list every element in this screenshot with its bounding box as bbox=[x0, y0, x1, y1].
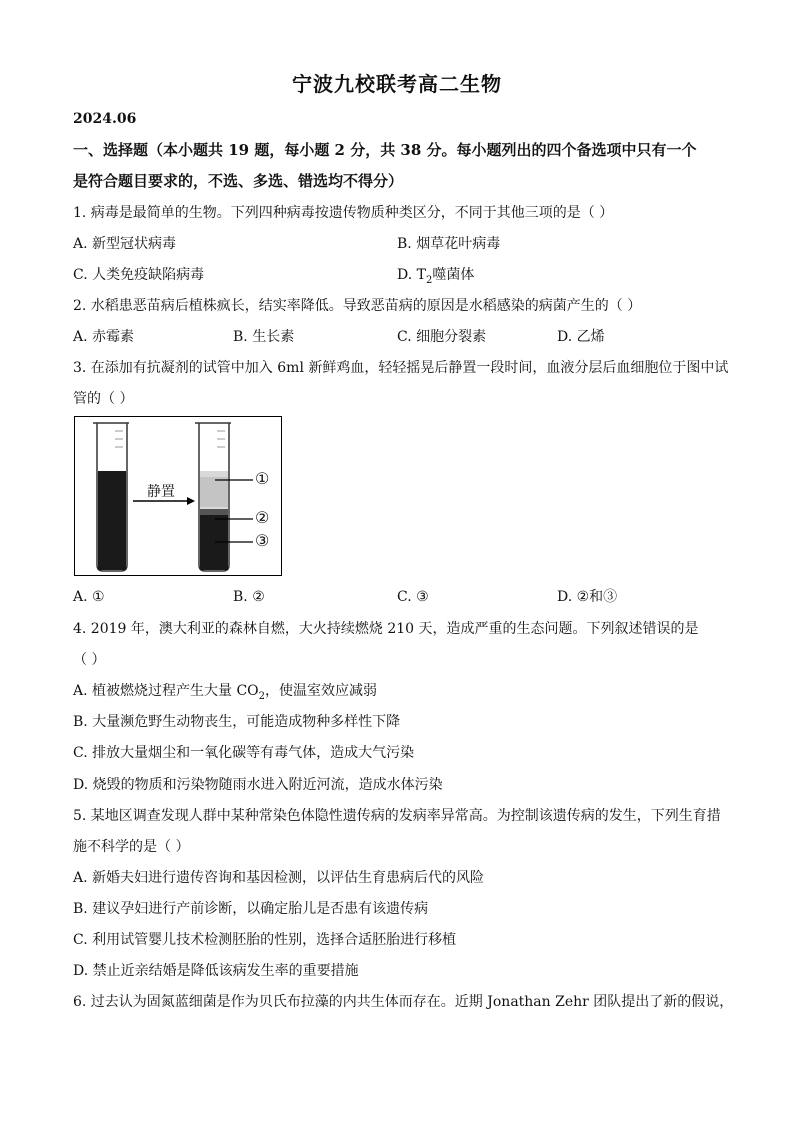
q3-option-a: A. ① bbox=[73, 589, 105, 605]
q5-option-d: D. 禁止近亲结婚是降低该病发生率的重要措施 bbox=[73, 963, 359, 979]
q5-option-c: C. 利用试管婴儿技术检测胚胎的性别，选择合适胚胎进行移植 bbox=[73, 932, 457, 948]
section-heading-line1: 一、选择题（本小题共 19 题，每小题 2 分，共 38 分。每小题列出的四个备选项中只有一个 bbox=[73, 141, 697, 159]
q4-option-c: C. 排放大量烟尘和一氧化碳等有毒气体，造成大气污染 bbox=[73, 745, 415, 761]
q4-option-a bbox=[73, 681, 377, 707]
test-tube-figure bbox=[74, 416, 282, 576]
q4-option-d: D. 烧毁的物质和污染物随雨水进入附近河流，造成水体污染 bbox=[73, 777, 443, 793]
q4-option-b: B. 大量濒危野生动物丧生，可能造成物种多样性下降 bbox=[73, 714, 401, 730]
q4-option-a-sub: 2 bbox=[258, 690, 266, 702]
q4-stem-line1: 4. 2019 年，澳大利亚的森林自燃，大火持续燃烧 210 天，造成严重的生态问题。下列叙述错误的是 bbox=[73, 621, 699, 637]
q1-option-d-sub: 2 bbox=[425, 274, 433, 286]
q3-stem-line1: 3. 在添加有抗凝剂的试管中加入 6ml 新鲜鸡血，轻轻摇晃后静置一段时间，血液分层后血细胞位于图中试 bbox=[73, 360, 729, 376]
q2-option-a: A. 赤霉素 bbox=[73, 329, 135, 345]
q1-option-d-prefix: D. T bbox=[397, 267, 426, 283]
q1-option-d-suffix: 噬菌体 bbox=[432, 267, 475, 283]
test-tube-diagram bbox=[75, 417, 281, 575]
figure-mark-3: ③ bbox=[255, 531, 270, 550]
q1-option-c: C. 人类免疫缺陷病毒 bbox=[73, 267, 205, 283]
q4-option-a-prefix: A. 植被燃烧过程产生大量 CO bbox=[73, 683, 259, 699]
figure-mark-1: ① bbox=[255, 469, 270, 488]
page-title: 宁波九校联考高二生物 bbox=[292, 72, 502, 96]
q6-stem-line1: 6. 过去认为固氮蓝细菌是作为贝氏布拉藻的内共生体而存在。近期 Jonathan Zehr 团队提出了新的假说， bbox=[73, 994, 734, 1010]
q1-option-b: B. 烟草花叶病毒 bbox=[397, 236, 501, 252]
q2-option-b: B. 生长素 bbox=[233, 329, 295, 345]
figure-mark-2: ② bbox=[255, 508, 270, 527]
q3-option-b: B. ② bbox=[233, 589, 265, 605]
section-heading-line2: 是符合题目要求的，不选、多选、错选均不得分） bbox=[73, 172, 404, 190]
exam-date: 2024.06 bbox=[73, 111, 137, 127]
q3-stem-line2: 管的（ ） bbox=[73, 391, 134, 407]
q2-option-d: D. 乙烯 bbox=[557, 329, 605, 345]
q1-option-d bbox=[397, 265, 474, 291]
q2-option-c: C. 细胞分裂素 bbox=[397, 329, 487, 345]
figure-label-standing: 静置 bbox=[147, 484, 175, 500]
q3-option-d: D. ②和③ bbox=[557, 589, 618, 605]
q5-stem-line1: 5. 某地区调查发现人群中某种常染色体隐性遗传病的发病率异常高。为控制该遗传病的发生，下列生育措 bbox=[73, 808, 721, 824]
q5-option-a: A. 新婚夫妇进行遗传咨询和基因检测，以评估生育患病后代的风险 bbox=[73, 870, 485, 886]
q5-option-b: B. 建议孕妇进行产前诊断，以确定胎儿是否患有该遗传病 bbox=[73, 901, 429, 917]
q2-stem: 2. 水稻患恶苗病后植株疯长，结实率降低。导致恶苗病的原因是水稻感染的病菌产生的（ ） bbox=[73, 298, 642, 314]
q1-option-a: A. 新型冠状病毒 bbox=[73, 236, 177, 252]
q4-stem-line2: （ ） bbox=[73, 652, 106, 668]
q4-option-a-suffix: ，使温室效应减弱 bbox=[265, 683, 378, 699]
q3-option-c: C. ③ bbox=[397, 589, 429, 605]
q1-stem: 1. 病毒是最简单的生物。下列四种病毒按遗传物质种类区分，不同于其他三项的是（ ） bbox=[73, 205, 614, 221]
q5-stem-line2: 施不科学的是（ ） bbox=[73, 839, 190, 855]
